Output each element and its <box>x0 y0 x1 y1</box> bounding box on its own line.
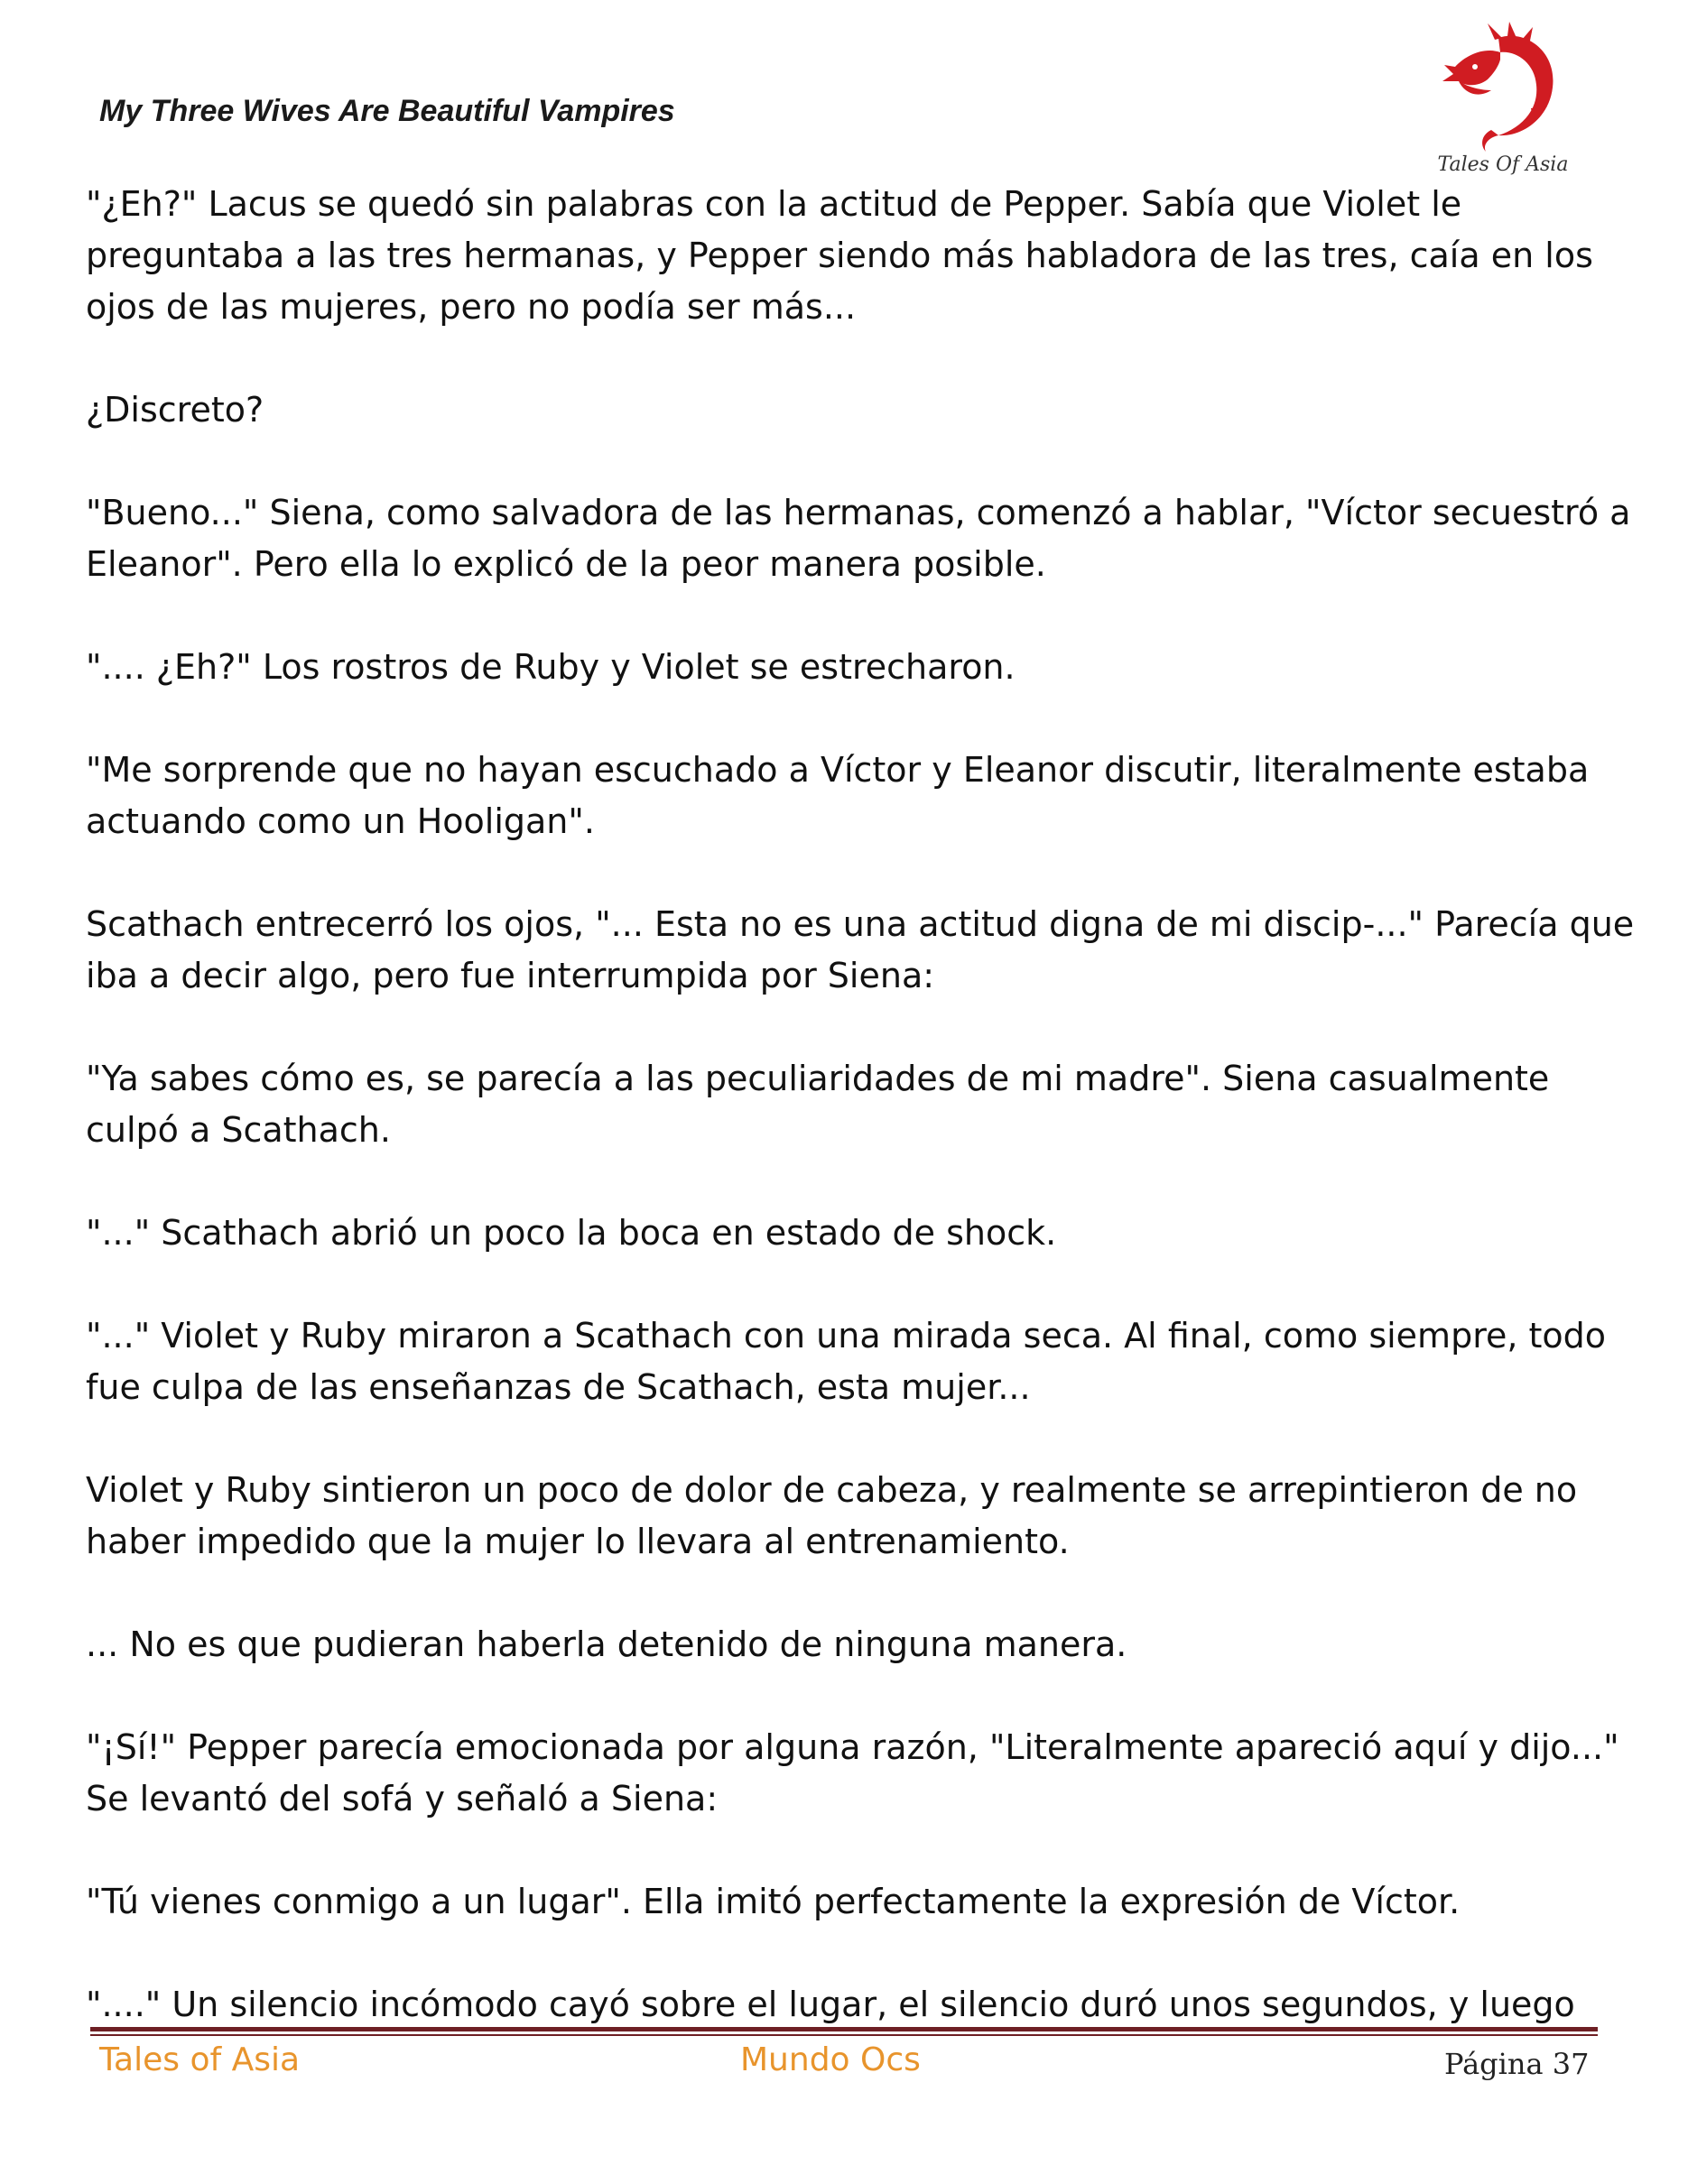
page-number: Página 37 <box>1444 2047 1590 2081</box>
paragraph-cut-off: "...." Un silencio incómodo cayó sobre el lugar, el silencio duró unos segundos, y luego <box>86 1985 1575 2024</box>
paragraph: ".... ¿Eh?" Los rostros de Ruby y Violet se estrecharon. <box>86 647 1016 687</box>
paragraph: "Tú vienes conmigo a un lugar". Ella imitó perfectamente la expresión de Víctor. <box>86 1882 1461 1921</box>
paragraph: Scathach entrecerró los ojos, "... Esta no es una actitud digna de mi discip-..." Parecía que iba a decir algo, pero fue interrumpida por Siena: <box>86 904 1635 995</box>
paragraph: ¿Discreto? <box>86 390 264 430</box>
footer-divider-thin <box>90 2034 1598 2036</box>
red-dragon-icon <box>1435 20 1571 155</box>
paragraph: "Ya sabes cómo es, se parecía a las peculiaridades de mi madre". Siena casualmente culpó a Scathach. <box>86 1059 1550 1150</box>
paragraph: "¿Eh?" Lacus se quedó sin palabras con la actitud de Pepper. Sabía que Violet le preguntaba a las tres hermanas, y Pepper siendo más habladora de las tres, caía en los ojos de las mujeres, pero no podía ser más... <box>86 184 1593 327</box>
paragraph: "¡Sí!" Pepper parecía emocionada por alguna razón, "Literalmente apareció aquí y dijo..." Se levantó del sofá y señaló a Siena: <box>86 1727 1619 1818</box>
tales-of-asia-logo <box>1435 20 1571 182</box>
footer-publisher: Tales of Asia <box>99 2041 301 2078</box>
footer-section: Mundo Ocs <box>740 2041 921 2078</box>
logo-text: Tales Of Asia <box>1437 153 1569 176</box>
paragraph: Violet y Ruby sintieron un poco de dolor de cabeza, y realmente se arrepintieron de no haber impedido que la mujer lo llevara al entrenamiento. <box>86 1470 1578 1561</box>
header-title: My Three Wives Are Beautiful Vampires <box>99 94 675 128</box>
footer-divider <box>90 2027 1598 2031</box>
paragraph: "Me sorprende que no hayan escuchado a Víctor y Eleanor discutir, literalmente estaba actuando como un Hooligan". <box>86 750 1590 841</box>
paragraph: ... No es que pudieran haberla detenido de ninguna manera. <box>86 1624 1127 1664</box>
paragraph: "Bueno..." Siena, como salvadora de las hermanas, comenzó a hablar, "Víctor secuestró a Eleanor". Pero ella lo explicó de la peor manera posible. <box>86 493 1631 584</box>
paragraph: "..." Violet y Ruby miraron a Scathach con una mirada seca. Al final, como siempre, todo fue culpa de las enseñanzas de Scathach, esta mujer... <box>86 1316 1607 1407</box>
paragraph: "..." Scathach abrió un poco la boca en estado de shock. <box>86 1213 1057 1253</box>
page-body <box>86 179 1638 2031</box>
